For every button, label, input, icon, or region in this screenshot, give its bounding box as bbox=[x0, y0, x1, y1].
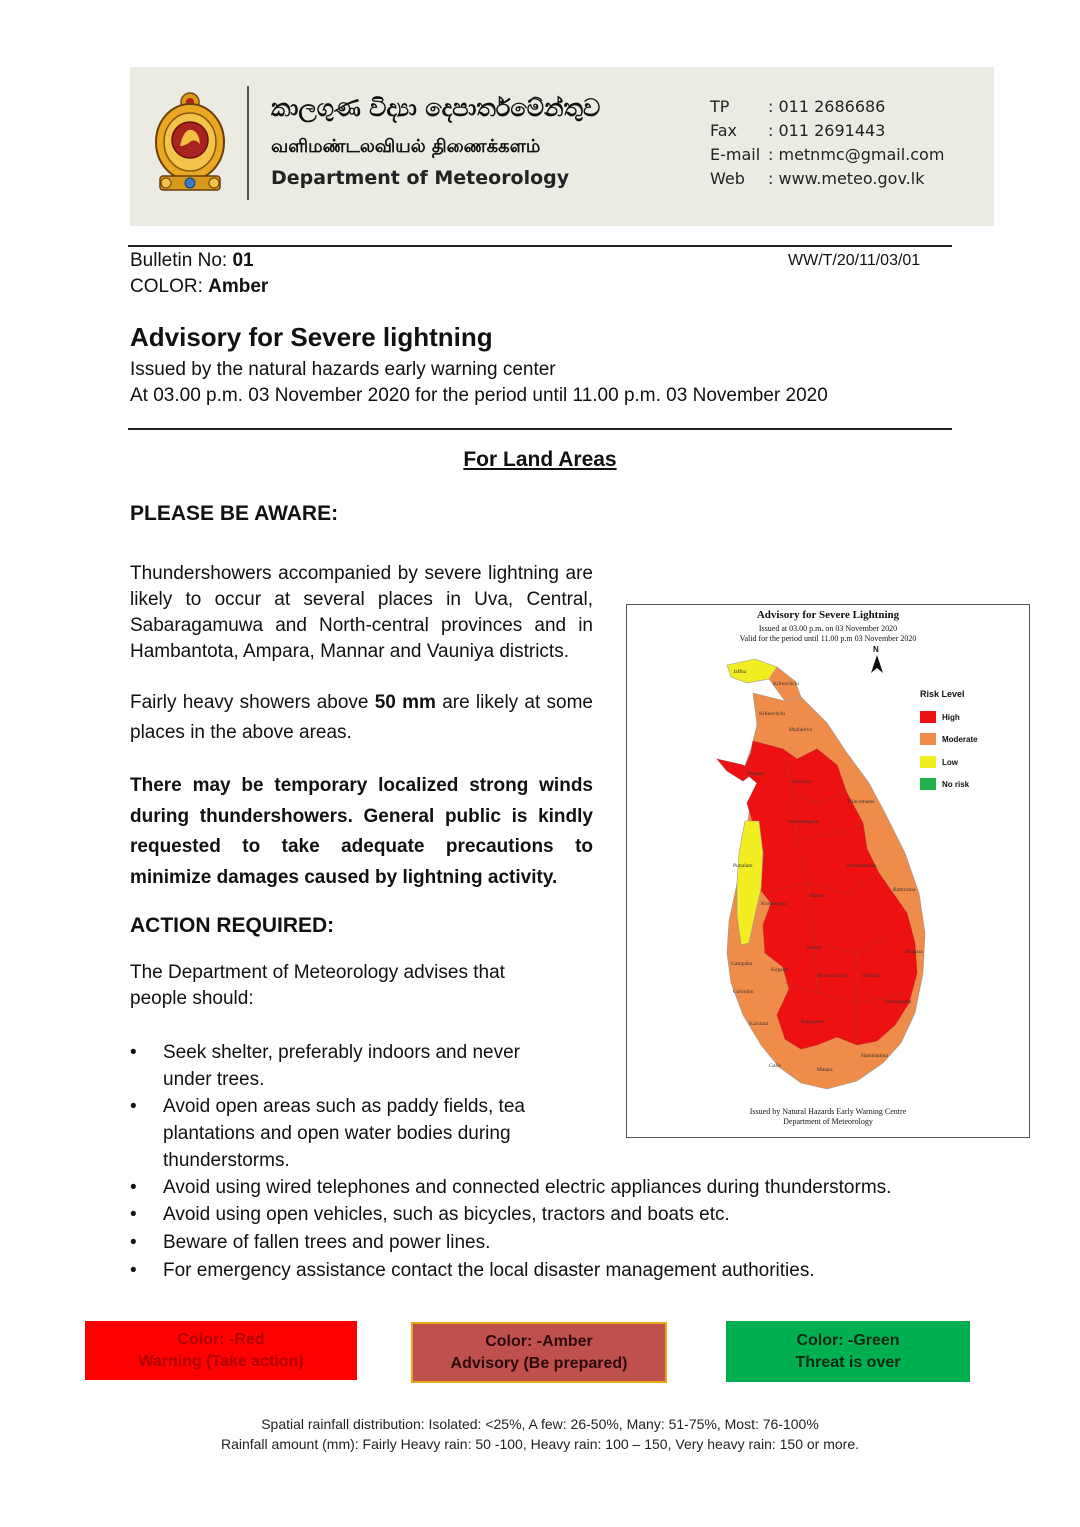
divider-advisory bbox=[128, 428, 952, 430]
svg-text:Puttalam: Puttalam bbox=[733, 863, 753, 869]
action-item-6: • For emergency assistance contact the local disaster management authorities. bbox=[130, 1260, 815, 1281]
svg-text:Polonnaruwa: Polonnaruwa bbox=[847, 863, 877, 869]
divider-top bbox=[128, 245, 952, 247]
color-box-amber-line2: Advisory (Be prepared) bbox=[450, 1354, 628, 1372]
aware-heading: PLEASE BE AWARE: bbox=[130, 502, 339, 525]
contact-email: E-mail : metnmc@gmail.com bbox=[710, 145, 945, 164]
footnote-amount: Rainfall amount (mm): Fairly Heavy rain: 50 -100, Heavy rain: 100 – 150, Very heavy rain: 150 or more. bbox=[220, 1436, 860, 1452]
legend-low-swatch bbox=[920, 756, 936, 768]
svg-text:Anuradhapura: Anuradhapura bbox=[787, 819, 819, 825]
contact-fax: Fax : 011 2691443 bbox=[710, 121, 886, 140]
legend-high-swatch bbox=[920, 711, 936, 723]
svg-text:Batticaloa: Batticaloa bbox=[893, 887, 916, 893]
risk-map bbox=[626, 604, 1030, 1138]
svg-text:Nuwara Eliya: Nuwara Eliya bbox=[817, 973, 848, 979]
color-box-red-line2: Warning (Take action) bbox=[138, 1352, 304, 1370]
svg-text:Kandy: Kandy bbox=[807, 945, 822, 951]
legend-moderate-label: Moderate bbox=[942, 735, 978, 744]
action-item-3: • Avoid using wired telephones and connected electric appliances during thunderstorms. bbox=[130, 1177, 892, 1198]
svg-text:Kegalle: Kegalle bbox=[771, 967, 789, 973]
svg-text:Kalutara: Kalutara bbox=[749, 1021, 768, 1027]
bulletin-color: COLOR: Amber bbox=[130, 276, 269, 297]
map-title: Advisory for Severe Lightning bbox=[756, 609, 900, 621]
sri-lanka-emblem-icon bbox=[152, 88, 228, 198]
footnote-spatial: Spatial rainfall distribution: Isolated: <25%, A few: 26-50%, Many: 51-75%, Most: 76-100% bbox=[261, 1416, 819, 1432]
color-box-green-line2: Threat is over bbox=[795, 1353, 901, 1371]
map-north-label: N bbox=[873, 645, 879, 654]
svg-text:Kilinochchi: Kilinochchi bbox=[759, 711, 785, 717]
color-box-amber-line1: Color: -Amber bbox=[485, 1332, 593, 1350]
svg-text:Vavuniya: Vavuniya bbox=[791, 779, 812, 785]
svg-text:Mullaitivu: Mullaitivu bbox=[789, 727, 813, 733]
section-title: For Land Areas bbox=[463, 448, 617, 471]
svg-text:Hambantota: Hambantota bbox=[861, 1053, 888, 1059]
action-item-5: • Beware of fallen trees and power lines. bbox=[130, 1232, 491, 1253]
dept-name-english: Department of Meteorology bbox=[271, 167, 570, 189]
advisory-period: At 03.00 p.m. 03 November 2020 for the period until 11.00 p.m. 03 November 2020 bbox=[130, 385, 828, 406]
svg-text:Monaragala: Monaragala bbox=[885, 999, 912, 1005]
legend-high-label: High bbox=[942, 713, 960, 722]
aware-paragraph-2: Fairly heavy showers above 50 mm are likely at some places in the above areas. bbox=[130, 692, 594, 743]
svg-text:Kurunegala: Kurunegala bbox=[761, 901, 787, 907]
action-item-4: • Avoid using open vehicles, such as bicycles, tractors and boats etc. bbox=[130, 1204, 730, 1225]
color-box-green bbox=[726, 1321, 970, 1382]
header-divider bbox=[247, 86, 249, 200]
dept-name-sinhala: කාලගුණ විද්‍යා දෙපාර්තමේන්තුව bbox=[271, 94, 601, 122]
svg-text:Badulla: Badulla bbox=[863, 973, 881, 979]
legend-norisk-swatch bbox=[920, 778, 936, 790]
map-footer-2: Department of Meteorology bbox=[783, 1117, 873, 1126]
svg-text:Kilinochchi: Kilinochchi bbox=[773, 681, 799, 687]
action-item-1: • Seek shelter, preferably indoors and never under trees. bbox=[130, 1042, 520, 1090]
color-box-red-line1: Color: -Red bbox=[177, 1330, 265, 1348]
color-box-red bbox=[85, 1321, 357, 1380]
svg-text:Jaffna: Jaffna bbox=[733, 669, 747, 675]
advisory-issued-by: Issued by the natural hazards early warning center bbox=[130, 359, 556, 380]
svg-text:Ampara: Ampara bbox=[905, 949, 923, 955]
map-issued: Issued at 03.00 p.m. on 03 November 2020 bbox=[758, 624, 898, 633]
svg-text:Trincomalee: Trincomalee bbox=[847, 799, 875, 805]
action-heading: ACTION REQUIRED: bbox=[130, 914, 335, 937]
action-intro: The Department of Meteorology advises that people should: bbox=[130, 962, 505, 1009]
contact-web: Web : www.meteo.gov.lk bbox=[710, 169, 925, 188]
svg-text:Mannar: Mannar bbox=[747, 771, 765, 777]
aware-paragraph-1: Thundershowers accompanied by severe lightning are likely to occur at several places in Uva, Central, Sabaragamuwa and North-central provinces and in Hambantota, Ampara, Mannar and Vauniya districts. bbox=[130, 563, 593, 662]
legend-moderate-swatch bbox=[920, 733, 936, 745]
legend-norisk-label: No risk bbox=[942, 780, 970, 789]
svg-text:Galle: Galle bbox=[769, 1063, 781, 1069]
color-box-amber bbox=[411, 1322, 667, 1383]
svg-text:Ratnapura: Ratnapura bbox=[801, 1019, 824, 1025]
legend-low-label: Low bbox=[942, 758, 958, 767]
map-footer-1: Issued by Natural Hazards Early Warning Centre bbox=[749, 1107, 907, 1116]
bulletin-number: Bulletin No: 01 bbox=[130, 250, 254, 271]
dept-name-tamil: வளிமண்டலவியல் திணைக்களம் bbox=[271, 136, 541, 157]
svg-text:Matale: Matale bbox=[809, 893, 825, 899]
color-box-green-line1: Color: -Green bbox=[796, 1331, 900, 1349]
contact-tp: TP : 011 2686686 bbox=[710, 97, 886, 116]
svg-text:Gampaha: Gampaha bbox=[731, 961, 753, 967]
legend-title: Risk Level bbox=[920, 689, 965, 699]
action-item-2: • Avoid open areas such as paddy fields, tea plantations and open water bodies during thunderstorms. bbox=[130, 1096, 525, 1171]
aware-paragraph-3: There may be temporary localized strong winds during thundershowers. General public is kindly requested to take adequate precautions to minimize damages caused by lightning activity. bbox=[130, 775, 593, 888]
map-valid: Valid for the period until 11.00 p.m 03 November 2020 bbox=[739, 634, 917, 643]
advisory-title: Advisory for Severe lightning bbox=[130, 322, 493, 352]
bulletin-reference: WW/T/20/11/03/01 bbox=[788, 252, 921, 269]
svg-text:Colombo: Colombo bbox=[733, 989, 754, 995]
svg-text:Matara: Matara bbox=[817, 1067, 833, 1073]
